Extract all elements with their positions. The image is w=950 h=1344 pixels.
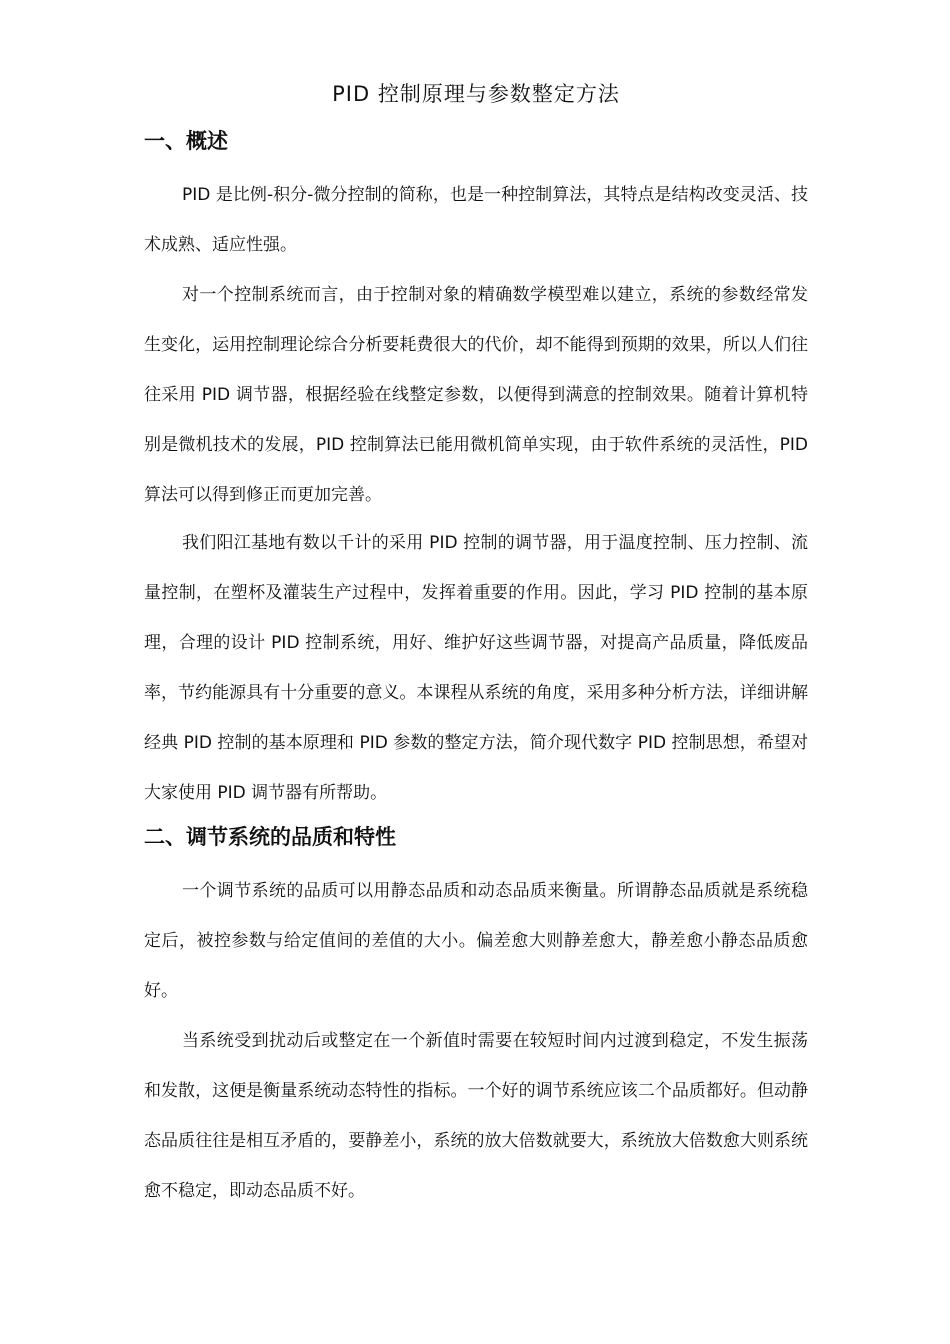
- paragraph: 我们阳江基地有数以千计的采用 PID 控制的调节器，用于温度控制、压力控制、流量控制，在塑杯及灌装生产过程中，发挥着重要的作用。因此，学习 PID 控制的基本原理，合理的设计 PID 控制系统，用好、维护好这些调节器，对提高产品质量，降低废品率，节约能源具有十分重要的意义。本课程从系统的角度，采用多种分析方法，详细讲解经典 PID 控制的基本原理和 PID 参数的整定方法，简介现代数字 PID 控制思想，希望对大家使用 PID 调节器有所帮助。: [144, 533, 808, 803]
- paragraph: 当系统受到扰动后或整定在一个新值时需要在较短时间内过渡到稳定，不发生振荡和发散，这便是衡量系统动态特性的指标。一个好的调节系统应该二个品质都好。但动静态品质往往是相互矛盾的，要静差小，系统的放大倍数就要大，系统放大倍数愈大则系统愈不稳定，即动态品质不好。: [144, 1031, 808, 1201]
- paragraph: 一个调节系统的品质可以用静态品质和动态品质来衡量。所谓静态品质就是系统稳定后，被控参数与给定值间的差值的大小。偏差愈大则静差愈大，静差愈小静态品质愈好。: [144, 881, 808, 1001]
- paragraph: 对一个控制系统而言，由于控制对象的精确数学模型难以建立，系统的参数经常发生变化，运用控制理论综合分析要耗费很大的代价，却不能得到预期的效果，所以人们往往采用 PID 调节器，根据经验在线整定参数，以便得到满意的控制效果。随着计算机特别是微机技术的发展，PID 控制算法已能用微机简单实现，由于软件系统的灵活性，PID 算法可以得到修正而更加完善。: [144, 285, 808, 505]
- paragraph: PID 是比例-积分-微分控制的简称，也是一种控制算法，其特点是结构改变灵活、技术成熟、适应性强。: [144, 185, 808, 255]
- section-heading-overview: 一、概述: [144, 129, 228, 153]
- section-heading-quality: 二、调节系统的品质和特性: [144, 825, 396, 849]
- document-title: PID 控制原理与参数整定方法: [332, 82, 620, 106]
